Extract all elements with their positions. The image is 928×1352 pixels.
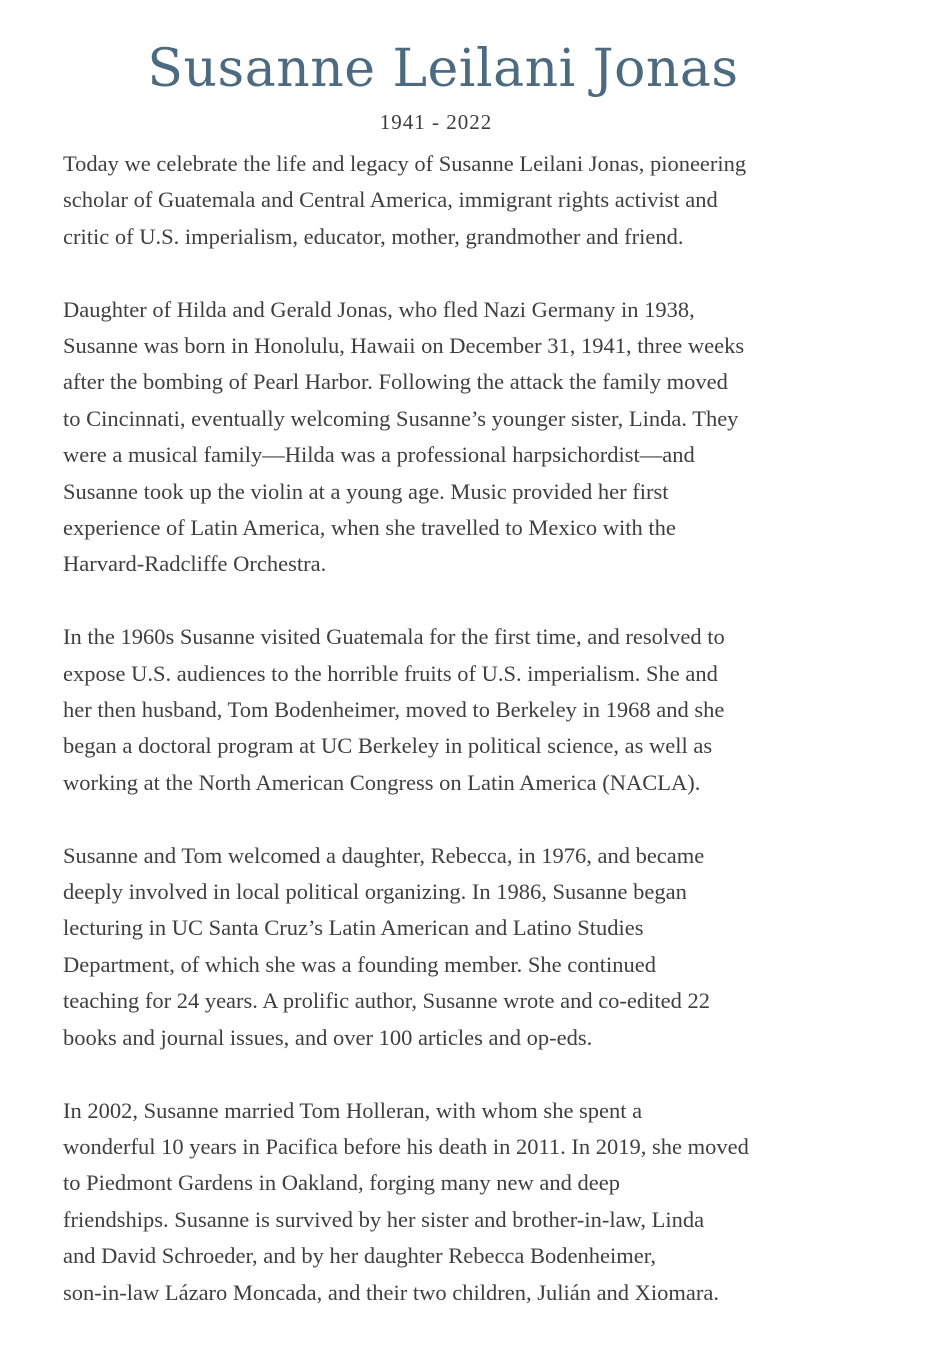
paragraph-early-life xyxy=(63,292,863,583)
text-line: son-in-law Lázaro Moncada, and their two children, Julián and Xiomara. xyxy=(63,1279,720,1305)
paragraph-1960s xyxy=(63,619,863,801)
paragraph-career xyxy=(63,838,863,1056)
text-line: friendships. Susanne is survived by her sister and brother-in-law, Linda xyxy=(63,1206,705,1232)
text-line: to Piedmont Gardens in Oakland, forging many new and deep xyxy=(63,1170,620,1196)
text-line: expose U.S. audiences to the horrible fruits of U.S. imperialism. She and xyxy=(63,660,718,686)
paragraph-later-life xyxy=(63,1093,863,1311)
text-line: Daughter of Hilda and Gerald Jonas, who fled Nazi Germany in 1938, xyxy=(63,296,695,322)
text-line: critic of U.S. imperialism, educator, mother, grandmother and friend. xyxy=(63,223,684,249)
text-line: deeply involved in local political organizing. In 1986, Susanne began xyxy=(63,879,687,905)
page-title: Susanne Leilani Jonas xyxy=(147,39,739,99)
text-line: lecturing in UC Santa Cruz’s Latin American and Latino Studies xyxy=(63,915,644,941)
text-line: Harvard-Radcliffe Orchestra. xyxy=(63,551,327,577)
text-line: scholar of Guatemala and Central America, immigrant rights activist and xyxy=(63,187,718,213)
text-line: wonderful 10 years in Pacifica before his death in 2011. In 2019, she moved xyxy=(63,1133,749,1159)
text-line: Department, of which she was a founding member. She continued xyxy=(63,951,656,977)
text-line: Susanne took up the violin at a young age. Music provided her first xyxy=(63,478,669,504)
text-line: books and journal issues, and over 100 articles and op-eds. xyxy=(63,1024,593,1050)
text-line: and David Schroeder, and by her daughter Rebecca Bodenheimer, xyxy=(63,1243,656,1269)
text-line: Today we celebrate the life and legacy of Susanne Leilani Jonas, pioneering xyxy=(63,151,747,176)
text-line: Susanne and Tom welcomed a daughter, Rebecca, in 1976, and became xyxy=(63,842,705,868)
text-line: In 2002, Susanne married Tom Holleran, with whom she spent a xyxy=(63,1097,643,1123)
text-line: working at the North American Congress on Latin America (NACLA). xyxy=(63,769,701,795)
text-line: her then husband, Tom Bodenheimer, moved to Berkeley in 1968 and she xyxy=(63,697,725,723)
text-line: In the 1960s Susanne visited Guatemala for the first time, and resolved to xyxy=(63,624,725,650)
text-line: experience of Latin America, when she travelled to Mexico with the xyxy=(63,515,676,541)
text-line: were a musical family—Hilda was a professional harpsichordist—and xyxy=(63,442,695,468)
text-line: to Cincinnati, eventually welcoming Susanne’s younger sister, Linda. They xyxy=(63,405,739,431)
text-line: after the bombing of Pearl Harbor. Following the attack the family moved xyxy=(63,369,728,395)
obituary-body xyxy=(63,146,863,1347)
paragraph-intro xyxy=(63,146,863,255)
text-line: teaching for 24 years. A prolific author, Susanne wrote and co-edited 22 xyxy=(63,988,711,1014)
text-line: Susanne was born in Honolulu, Hawaii on December 31, 1941, three weeks xyxy=(63,333,745,359)
life-dates: 1941 - 2022 xyxy=(379,110,493,134)
text-line: began a doctoral program at UC Berkeley in political science, as well as xyxy=(63,733,713,759)
